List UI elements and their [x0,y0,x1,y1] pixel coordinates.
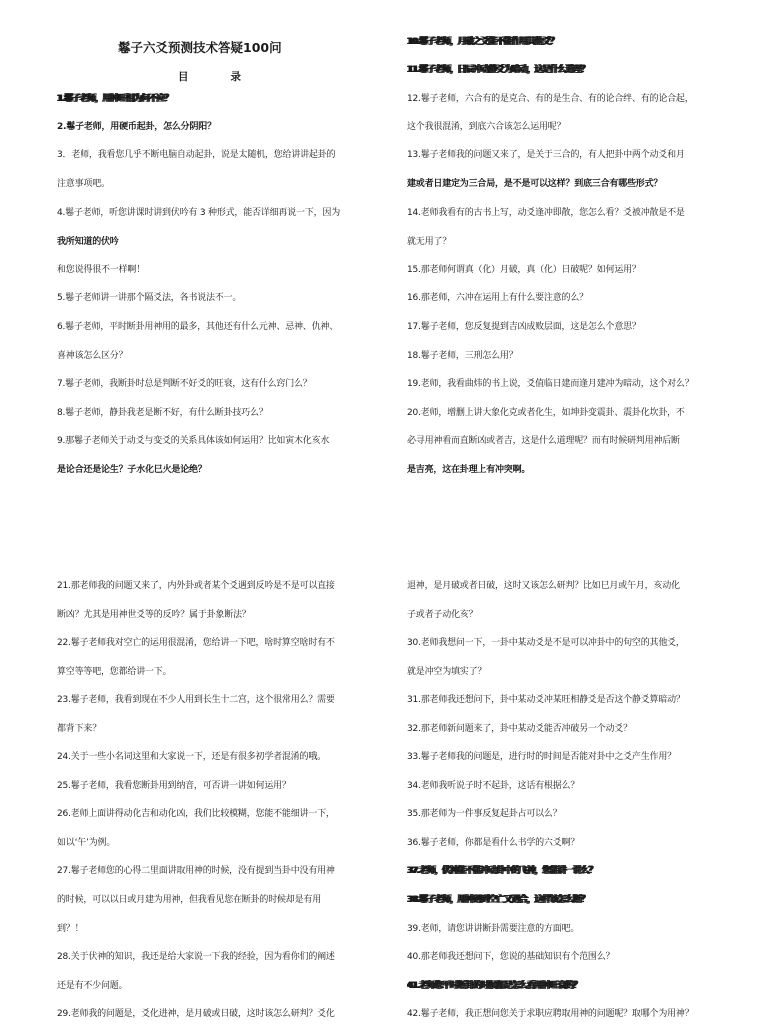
question-line: 30.老师我想问一下，一卦中某动爻是不是可以冲卦中的旬空的其他爻， [407,638,685,648]
question-line: 12.鬈子老师，六合有的是克合、有的是生合、有的论合绊、有的论合起， [407,94,694,104]
question-line: 就无用了？ [407,237,452,247]
table-of-contents-heading [178,69,241,84]
question-line: 10.鬈子老师，月破之爻能不能作用其他爻？ [407,37,558,47]
question-line: 36.鬈子老师，你都是看什么书学的六爻啊？ [407,838,580,848]
question-line: 和您说得很不一样啊！ [57,265,146,275]
question-line: 7.鬈子老师，我断卦时总是判断不好爻的旺衰，这有什么窍门么？ [57,379,312,389]
question-line: 喜神该怎么区分？ [57,351,128,361]
question-line: 是吉亮，这在卦理上有冲突啊。 [407,465,531,475]
question-line: 是论合还是论生？子水化巳火是论绝？ [57,465,207,475]
question-line: 15.那老师何谓真（化）月破，真（化）日破呢？如何运用？ [407,265,641,275]
question-line: 22.鬈子老师我对空亡的运用很混淆，您给讲一下吧，啥时算空啥时有不 [57,638,335,648]
question-line: 40.那老师我还想问下，您说的基础知识有个范围么？ [407,952,615,962]
question-line: 31.那老师我还想问下，卦中某动爻冲某旺相静爻是否这个静爻算暗动？ [407,695,685,705]
question-line: 断凶？尤其是用神世爻等的反吟？属于卦象断法？ [57,610,251,620]
question-line: 24.关于一些小名词这里和大家说一下，还是有很多初学者混淆的哦。 [57,752,326,762]
question-line: 33.鬈子老师我的问题是，进行时的时间是否能对卦中之爻产生作用？ [407,752,676,762]
question-line: 9.那鬈子老师关于动爻与变爻的关系具体该如何运用？比如寅木化亥水 [57,436,330,446]
question-line: 就是冲空为填实了？ [407,667,487,677]
question-line: 11.鬈子老师，日辰冲动静爻为暗动，这是什么道理？ [407,65,589,75]
question-line: 3．老师，我看您几乎不断电脑自动起卦，说是太随机，您给讲讲起卦的 [57,150,336,160]
question-line: 8.鬈子老师，静卦我老是断不好，有什么断卦技巧么？ [57,408,268,418]
question-line: 建或者日建定为三合局，是不是可以这样？到底三合有哪些形式？ [407,179,663,189]
question-line: 34.老师我听说子时不起卦，这话有根据么？ [407,781,580,791]
question-line: 到？！ [57,924,84,934]
question-line: 14.老师我看有的古书上写，动爻逢冲即散，您怎么看？爻被冲散是不是 [407,208,685,218]
question-line: 我所知道的伏吟 [57,237,119,247]
question-line: 18.鬈子老师，三刑怎么用？ [407,351,518,361]
question-line: 如以‘午’为例。 [57,838,116,848]
question-line: 的时候，可以以日或月建为用神，但我看见您在断卦的时候却是有用 [57,895,322,905]
question-line: 23.鬈子老师，我看到现在不少人用到长生十二宫，这个很常用么？需要 [57,695,335,705]
title-text: 鬈子六爻预测技术答疑100问 [118,40,282,55]
question-line: 35.那老师为一件事反复起卦占可以么？ [407,809,562,819]
question-line: 38.鬈子老师，用神遇到空亡又遇合，这样该怎么断？ [407,895,589,905]
question-line: 13.鬈子老师我的问题又来了，是关于三合的，有人把卦中两个动爻和月 [407,150,685,160]
document-title [118,40,282,56]
question-line: 5.鬈子老师讲一讲那个隔爻法，各书说法不一。 [57,293,242,303]
question-line: 还是有不少问题。 [57,981,128,991]
question-line: 39.老师，请您讲讲断卦需要注意的方面吧。 [407,924,580,934]
question-line: 注意事项吧。 [57,179,110,189]
toc-label-2: 录 [230,71,241,83]
question-line: 16.那老师，六冲在运用上有什么要注意的么？ [407,293,588,303]
question-line: 1.鬈子老师，用神旺相为何不应？ [57,94,172,104]
question-line: 子或者子动化亥？ [407,610,478,620]
question-line: 25.鬈子老师，我看您断卦用到纳音，可否讲一讲如何运用？ [57,781,291,791]
question-line: 29.老师我的问题是，爻化进神，是月破或日破，这时该怎么研判？爻化 [57,1009,335,1019]
question-line: 28.关于伏神的知识，我还是给大家说一下我的经验，因为看你们的阐述 [57,952,335,962]
question-line: 退神，是月破或者日破，这时又该怎么研判？比如巳月或午月，亥动化 [407,581,680,591]
toc-label-1: 目 [178,71,189,83]
question-line: 17.鬈子老师，您反复提到吉凶成败层面，这是怎么个意思？ [407,322,641,332]
question-line: 6.鬈子老师，平时断卦用神用的最多，其他还有什么元神、忌神、仇神、 [57,322,338,332]
question-line: 必寻用神看而直断凶或者吉，这是什么道理呢？而有时候研判用神后断 [407,436,680,446]
question-line: 26.老师上面讲得动化吉和动化凶，我们比较模糊，您能不能细讲一下， [57,809,335,819]
question-line: 19.老师，我看曲炜的书上说，爻值临日建而逢月建冲为暗动，这个对么？ [407,379,694,389]
question-line: 41.老师您平时断卦的时候都是怎么看用神旺衰的？ [407,981,581,991]
question-line: 32.那老师新问题来了，卦中某动爻能否冲破另一个动爻？ [407,724,632,734]
question-line: 21.那老师我的问题又来了，内外卦或者某个爻遇到反吟是不是可以直接 [57,581,335,591]
question-line: 这个我很混淆，到底六合该怎么运用呢？ [407,122,566,132]
question-line: 都背下来？ [57,724,102,734]
question-line: 20.老师，增删上讲大象化克或者化生，如坤卦变震卦、震卦化坎卦，不 [407,408,685,418]
question-line: 算空等等吧，您都给讲一下。 [57,667,172,677]
question-line: 2.鬈子老师，用硬币起卦，怎么分阴阳？ [57,122,216,132]
question-line: 27.鬈子老师您的心得二里面讲取用神的时候，没有提到当卦中没有用神 [57,866,335,876]
question-line: 37.老师，伏神能不能冲动卦中的飞神，您能讲一讲么？ [407,866,597,876]
question-line: 42.鬈子老师，我正想问您关于求职应聘取用神的问题呢？取哪个为用神？ [407,1009,694,1019]
question-line: 4.鬈子老师，听您讲课时讲到伏吟有 3 种形式，能否详细再说一下，因为 [57,208,341,218]
